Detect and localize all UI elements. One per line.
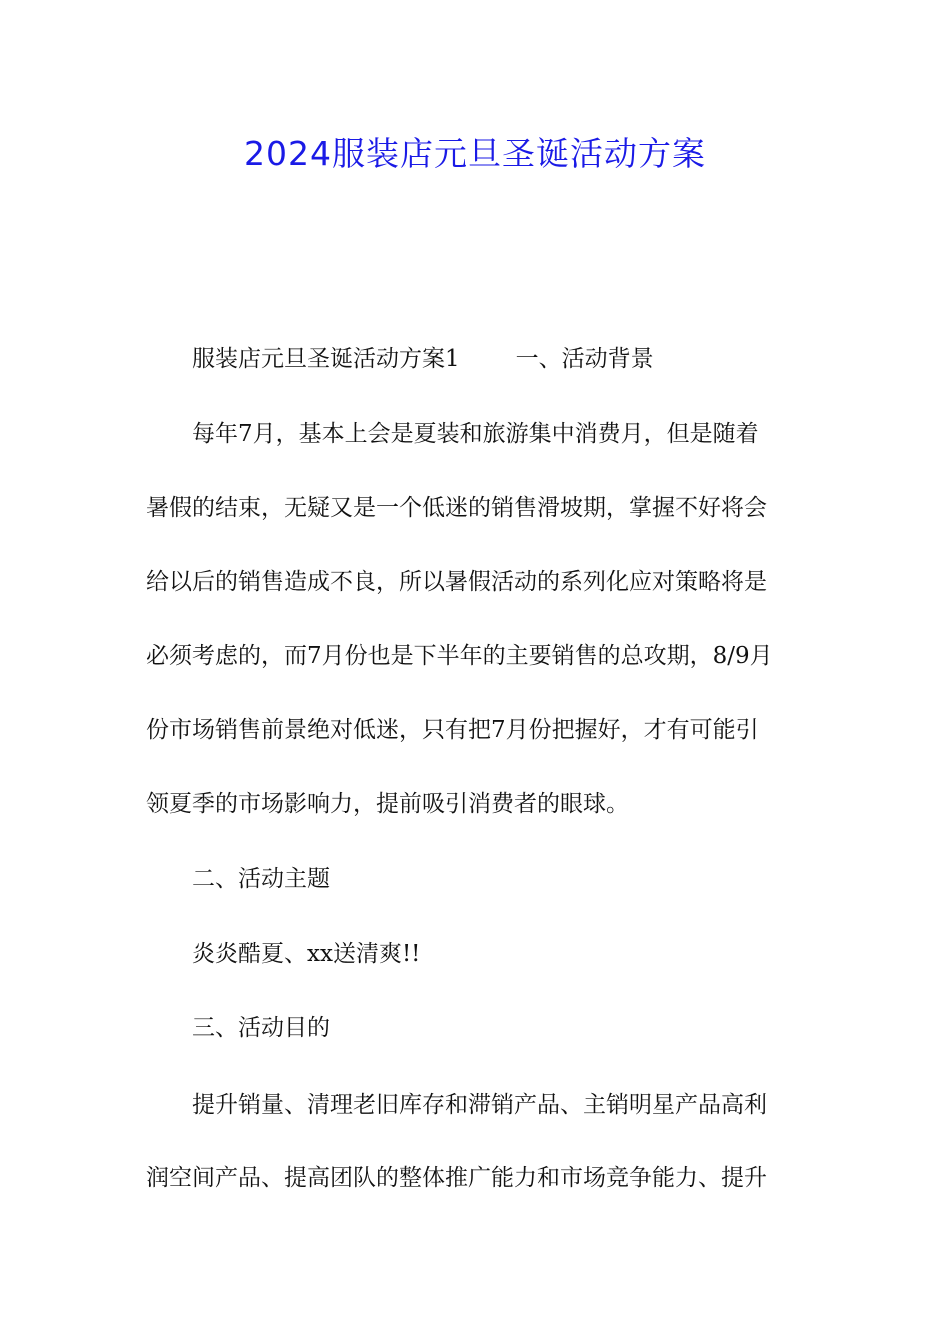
paragraph-line: 必须考虑的，而7月份也是下半年的主要销售的总攻期，8/9月: [146, 643, 773, 669]
paragraph-line: 份市场销售前景绝对低迷，只有把7月份把握好，才有可能引: [146, 717, 759, 743]
plan-label: 服装店元旦圣诞活动方案1: [192, 346, 460, 372]
section3-heading: 三、活动目的: [192, 1015, 330, 1041]
paragraph-line: 每年7月，基本上会是夏装和旅游集中消费月，但是随着: [192, 421, 759, 447]
paragraph-line: 领夏季的市场影响力，提前吸引消费者的眼球。: [146, 791, 629, 817]
paragraph-line: 暑假的结束，无疑又是一个低迷的销售滑坡期，掌握不好将会: [146, 495, 767, 521]
heading-line: [192, 343, 814, 375]
section1-heading: 一、活动背景: [515, 346, 654, 372]
paragraph-line: 提升销量、清理老旧库存和滞销产品、主销明星产品高利: [192, 1092, 767, 1118]
paragraph-line: 给以后的销售造成不良，所以暑假活动的系列化应对策略将是: [146, 569, 767, 595]
section2-heading: 二、活动主题: [192, 866, 330, 892]
section2-text: 炎炎酷夏、xx送清爽!!: [192, 941, 421, 967]
paragraph-line: 润空间产品、提高团队的整体推广能力和市场竞争能力、提升: [146, 1165, 767, 1191]
document-title: 2024服装店元旦圣诞活动方案: [244, 134, 706, 173]
